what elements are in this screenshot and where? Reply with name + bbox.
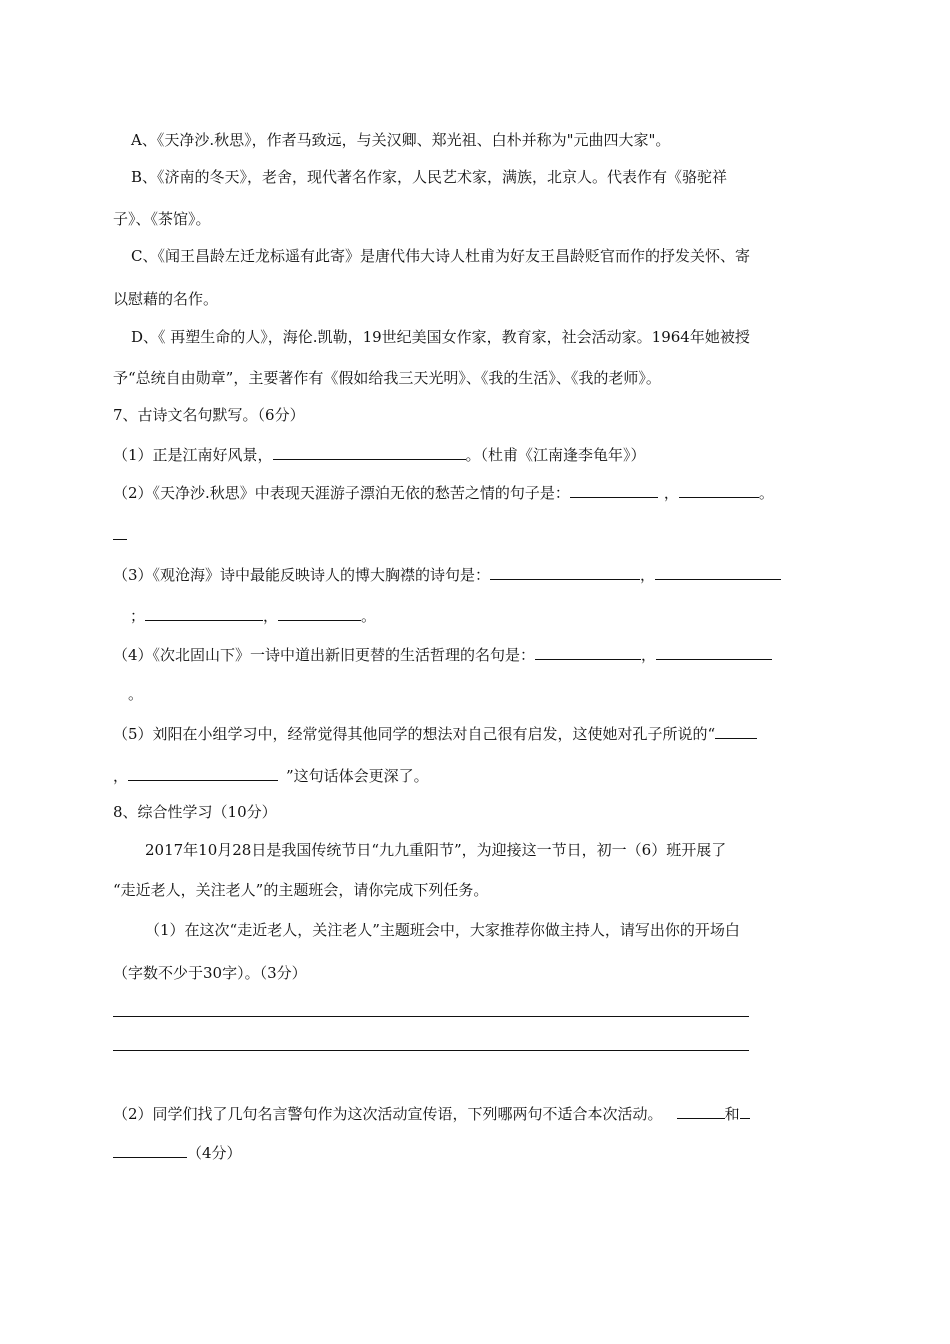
q8-sub2-and: 和 xyxy=(724,1105,740,1123)
q8-sub2-line1 xyxy=(113,1102,750,1124)
q7-part4 xyxy=(113,643,772,665)
answer-blank-3c[interactable] xyxy=(145,604,263,621)
q8-sub1-line2: （字数不少于30字）。（3分） xyxy=(113,964,307,982)
q8-intro-line2: “走近老人，关注老人”的主题班会，请你完成下列任务。 xyxy=(113,881,489,899)
q7-part1-suffix: 。（杜甫《江南逢李龟年》） xyxy=(465,446,646,464)
q7-part3-period: 。 xyxy=(361,607,377,625)
q8-sub1-line1: （1）在这次“走近老人，关注老人”主题班会中，大家推荐你做主持人，请写出你的开场白 xyxy=(145,921,740,939)
q7-part3-comma1: ， xyxy=(640,566,656,584)
option-b-line1: B、《济南的冬天》，老舍，现代著名作家，人民艺术家，满族，北京人。代表作有《骆驼祥 xyxy=(131,168,728,186)
option-c-line1: C、《闻王昌龄左迁龙标遥有此寄》是唐代伟大诗人杜甫为好友王昌龄贬官而作的抒发关怀、寄 xyxy=(131,247,750,265)
q8-sub2-line2 xyxy=(113,1141,242,1163)
answer-blank-4b[interactable] xyxy=(656,643,772,660)
q7-part2 xyxy=(113,481,774,503)
q7-part2-prefix: （2）《天净沙.秋思》中表现天涯游子漂泊无依的愁苦之情的句子是： xyxy=(113,484,570,502)
q7-part4-prefix: （4）《次北固山下》一诗中道出新旧更替的生活哲理的名句是： xyxy=(113,646,536,664)
q7-part3-comma2: ， xyxy=(263,607,279,625)
q7-part4-period: 。 xyxy=(128,685,144,703)
q7-part3-prefix: （3）《观沧海》诗中最能反映诗人的博大胸襟的诗句是： xyxy=(113,566,491,584)
stray-underline xyxy=(113,539,127,540)
q7-part5-comma: ， xyxy=(113,767,129,785)
answer-blank-5a[interactable] xyxy=(715,722,757,739)
q7-part3-semicolon: ； xyxy=(130,607,146,625)
answer-blank-1[interactable] xyxy=(273,443,466,460)
answer-line-1[interactable] xyxy=(113,1016,749,1017)
q8-title: 8、综合性学习（10分） xyxy=(113,803,277,821)
answer-blank-3a[interactable] xyxy=(490,563,640,580)
q7-part1-prefix: （1）正是江南好风景， xyxy=(113,446,273,464)
q8-sub2-score: （4分） xyxy=(187,1144,242,1162)
q8-sub2-prefix: （2）同学们找了几句名言警句作为这次活动宣传语，下列哪两句不适合本次活动。 xyxy=(113,1105,663,1123)
q7-part5 xyxy=(113,722,757,744)
answer-blank-3b[interactable] xyxy=(655,563,781,580)
q7-part2-comma: ， xyxy=(663,484,679,502)
q7-part5-suffix: ”这句话体会更深了。 xyxy=(286,767,429,785)
option-a: A、《天净沙.秋思》，作者马致远，与关汉卿、郑光祖、白朴并称为"元曲四大家"。 xyxy=(131,131,671,149)
q8-intro-line1: 2017年10月28日是我国传统节日“九九重阳节”，为迎接这一节日，初一（6）班开展了 xyxy=(145,841,727,859)
answer-blank-6b-start[interactable] xyxy=(740,1102,750,1119)
answer-blank-2a[interactable] xyxy=(570,481,658,498)
q7-part5-prefix: （5）刘阳在小组学习中，经常觉得其他同学的想法对自己很有启发，这使她对孔子所说的“ xyxy=(113,725,716,743)
answer-line-2[interactable] xyxy=(113,1050,749,1051)
q7-part1 xyxy=(113,443,646,465)
answer-blank-5b[interactable] xyxy=(128,764,278,781)
q7-part4-comma: ， xyxy=(641,646,657,664)
q7-part3 xyxy=(113,563,781,585)
q7-title: 7、古诗文名句默写。（6分） xyxy=(113,406,305,424)
answer-blank-4a[interactable] xyxy=(535,643,641,660)
q7-part2-period: 。 xyxy=(758,484,774,502)
q7-part5-cont xyxy=(113,764,429,786)
answer-blank-3d[interactable] xyxy=(278,604,361,621)
answer-blank-6a[interactable] xyxy=(677,1102,725,1119)
option-d-line2: 予“总统自由勋章”，主要著作有《假如给我三天光明》、《我的生活》、《我的老师》。 xyxy=(113,369,661,387)
option-c-line2: 以慰藉的名作。 xyxy=(113,290,219,308)
option-d-line1: D、《 再塑生命的人》，海伦.凯勒，19世纪美国女作家，教育家，社会活动家。1964年她被授 xyxy=(131,328,750,346)
answer-blank-2b[interactable] xyxy=(679,481,759,498)
q7-part3-cont xyxy=(113,604,376,626)
option-b-line2: 子》、《茶馆》。 xyxy=(113,210,211,228)
answer-blank-6b[interactable] xyxy=(113,1141,187,1158)
